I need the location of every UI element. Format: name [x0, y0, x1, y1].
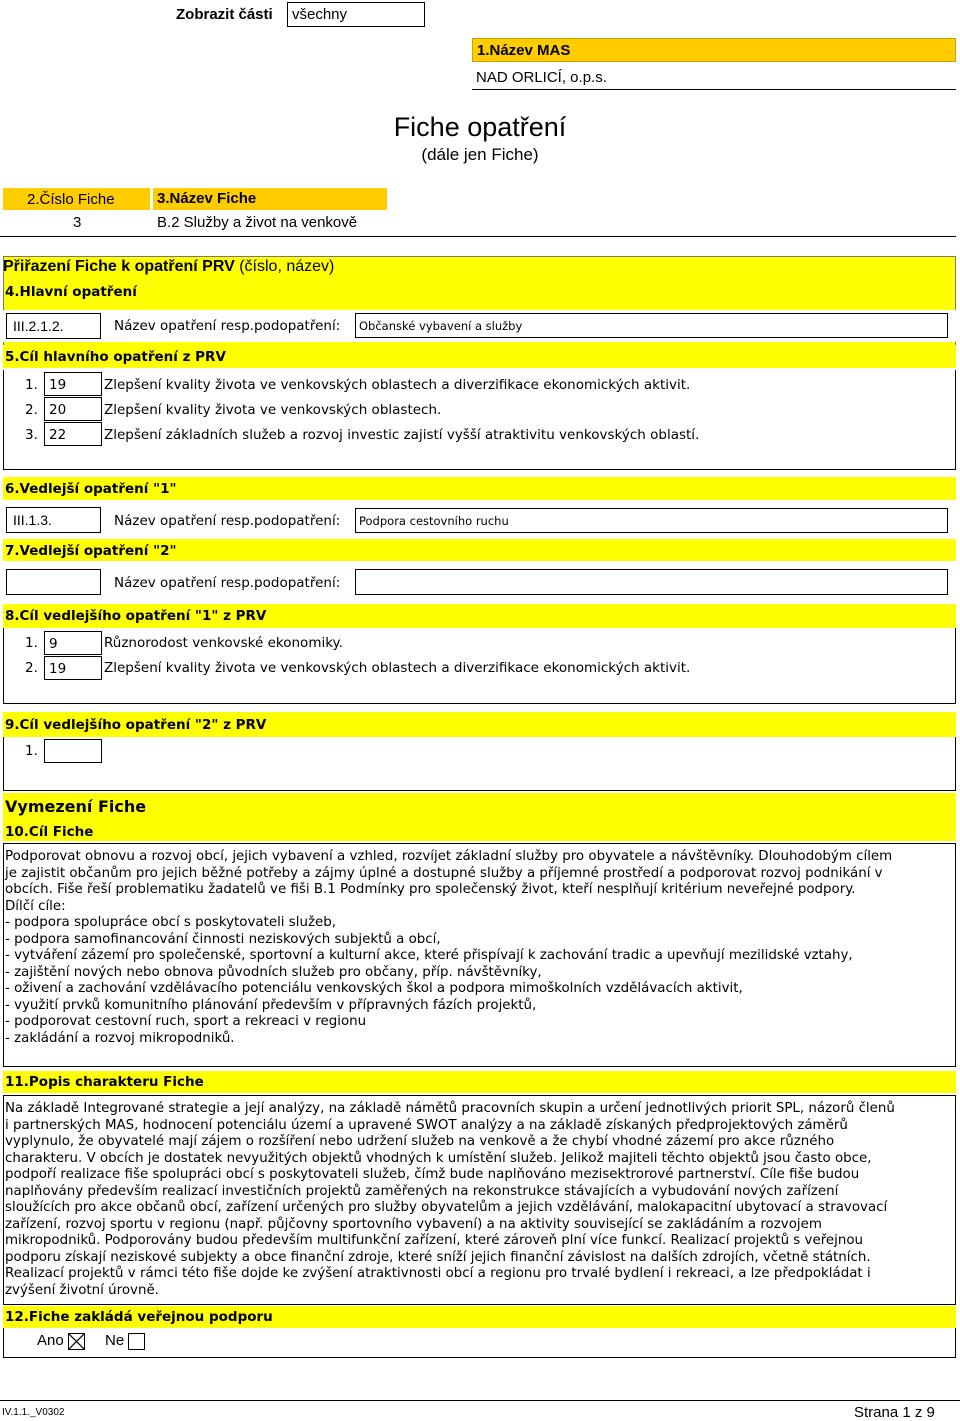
character-line: charakteru. V obcích je dostatek nevyužitých objektů vhodných k umístění služeb. Jelikož majiteli těchto objektů jsou často obce, [5, 1150, 872, 1166]
main-goal-text-2: Zlepšení kvality života ve venkovských oblastech. [104, 402, 442, 418]
fiche-name-header: 3.Název Fiche [153, 188, 387, 210]
side1-code: III.1.3. [6, 507, 101, 533]
main-goal-idx-1: 1. [25, 377, 38, 393]
side2-header: 7.Vedlejší opatření "2" [5, 543, 177, 559]
main-goal-idx-2: 2. [25, 402, 38, 418]
main-measure-name-value: Občanské vybavení a služby [355, 313, 948, 338]
side2-goal-header: 9.Cíl vedlejšího opatření "2" z PRV [5, 717, 267, 733]
character-line: zařízení, rozvoj sportu v regionu (např. půjčovny sportovního vybavení) a na aktivity související se zakládáním a rozvojem [5, 1216, 822, 1232]
main-measure-code: III.2.1.2. [6, 313, 101, 339]
character-line: zvýšení životní úrovně. [5, 1282, 159, 1298]
goal-line: je zajistit občanům pro jejich běžné potřeby a zájmy úplné a dostupné služby a příjemné prostředí a podporovat rozvoj podnikání v [5, 865, 883, 881]
main-goal-num-3: 22 [44, 422, 102, 446]
fiche-number: 3 [73, 214, 82, 231]
character-line: Realizací projektů v rámci této fiše dojde ke zvýšení atraktivnosti obcí a regionu pro trvalé bydlení i rekreaci, a lze předpokládat i [5, 1266, 871, 1281]
no-label: Ne [105, 1332, 125, 1349]
yes-label: Ano [37, 1332, 64, 1349]
public-support-header: 12.Fiche zakládá veřejnou podporu [5, 1309, 273, 1325]
goal-line: obcích. Fiše řeší problematiku žadatelů ve fiši B.1 Podmínky pro společenský život, kteří nesplňují kritérium neveřejné podpory. [5, 882, 856, 897]
goal-line: - oživení a zachování vzdělávacího potenciálu venkovských škol a podpora mimoškolních vzdělávacích aktivit, [5, 981, 743, 996]
side1-name-label: Název opatření resp.podopatření: [114, 513, 341, 529]
main-measure-name-label: Název opatření resp.podopatření: [114, 318, 341, 334]
mas-name: NAD ORLICÍ, o.p.s. [472, 64, 956, 90]
fiche-divider [0, 236, 956, 237]
side1-goal-text-1: Různorodost venkovské ekonomiky. [104, 635, 343, 651]
mas-header: 1.Název MAS [472, 38, 956, 62]
character-line: podpoří realizace fiše spolupráci obcí s poskytovateli služeb, čímž bude naplňováno mezisektrorové partnerství. Cíle fiše budou [5, 1167, 860, 1182]
character-line: Na základě Integrované strategie a její analýzy, na základě námětů pracovních skupin a určení jednotlivých priorit SPL, názorů členů [5, 1101, 895, 1116]
goal-line: - zajištění nových nebo obnova původních služeb pro občany, příp. návštěvníky, [5, 964, 542, 980]
fiche-name: B.2 Služby a život na venkově [157, 214, 358, 231]
main-goal-num-1: 19 [44, 372, 102, 396]
page-subtitle: (dále jen Fiche) [421, 145, 539, 164]
goal-line: - podporovat cestovní ruch, sport a rekreaci v regionu [5, 1014, 367, 1029]
side1-goal-num-1: 9 [44, 631, 102, 655]
goal-line: - podpora samofinancování činnosti neziskových subjektů a obcí, [5, 931, 441, 947]
character-line: naplňovány především realizací investičních projektů zaměřených na rekonstrukce stávajících a vybudování nových zařízení [5, 1183, 839, 1199]
character-line: i partnerských MAS, hodnocení potenciálu území a upravené SWOT analýzy a na základě získaných předprojektových záměrů [5, 1117, 848, 1133]
side1-goal-idx-1: 1. [25, 635, 38, 651]
page-title: Fiche opatření [393, 112, 567, 142]
main-goal-num-2: 20 [44, 397, 102, 421]
assignment-title-normal: (číslo, název) [234, 258, 335, 275]
side2-goal-rows [3, 737, 956, 791]
side1-header: 6.Vedlejší opatření "1" [5, 481, 177, 497]
character-line: sloužících pro akce občanů obcí, zařízení určených pro služby obyvatelům a jejich vzdělávání, malokapacitní ubytovací a stravovací [5, 1200, 888, 1215]
main-goal-text-1: Zlepšení kvality života ve venkovských oblastech a diverzifikace ekonomických aktivit. [104, 377, 691, 393]
main-goal-text-3: Zlepšení základních služeb a rozvoj investic zajistí vyšší atraktivitu venkovských oblastí. [104, 427, 700, 443]
main-goal-header: 5.Cíl hlavního opatření z PRV [5, 349, 226, 365]
character-line: vyplynulo, že obyvatelé mají zájem o rozšíření nebo udržení služeb na venkově a že chybí vhodné zázemí pro akce různého [5, 1134, 835, 1149]
main-goal-idx-3: 3. [25, 427, 38, 443]
side1-goal-text-2: Zlepšení kvality života ve venkovských oblastech a diverzifikace ekonomických aktivit. [104, 660, 691, 676]
yes-checkbox[interactable] [68, 1333, 85, 1350]
side1-goal-num-2: 19 [44, 656, 102, 680]
goal-line: - vytváření zázemí pro společenské, sportovní a kulturní akce, které přispívají k zachování tradic a upevňují mezilidské vztahy, [5, 948, 853, 963]
goal-header: 10.Cíl Fiche [5, 824, 94, 840]
side2-goal-num-1 [44, 739, 102, 763]
character-line: podporu získají neziskové subjekty a obce finanční zdroje, které sníží jejich finanční závislost na dalších zdrojích, včetně státních. [5, 1249, 871, 1265]
filter-select[interactable]: všechny [287, 2, 425, 27]
character-header: 11.Popis charakteru Fiche [5, 1074, 204, 1090]
side2-goal-idx-1: 1. [25, 743, 38, 759]
fiche-number-header: 2.Číslo Fiche [3, 188, 150, 210]
side1-goal-header: 8.Cíl vedlejšího opatření "1" z PRV [5, 608, 267, 624]
side2-code [6, 569, 101, 595]
footer-page: Strana 1 z 9 [854, 1404, 935, 1421]
checkmark-x-icon [69, 1334, 84, 1349]
goal-line: Dílčí cíle: [5, 898, 66, 914]
goal-text [5, 849, 892, 1047]
goal-line: - podpora spolupráce obcí s poskytovateli služeb, [5, 915, 336, 930]
main-measure-header: 4.Hlavní opatření [5, 284, 137, 300]
goal-line: - zakládání a rozvoj mikropodniků. [5, 1030, 235, 1046]
side1-name-value: Podpora cestovního ruchu [355, 508, 948, 533]
public-support-row [3, 1328, 956, 1358]
assignment-title [3, 258, 334, 276]
footer-divider [0, 1400, 960, 1401]
side2-name-label: Název opatření resp.podopatření: [114, 575, 341, 591]
filter-label: Zobrazit části [176, 6, 273, 23]
side2-name-value [355, 569, 948, 595]
character-text [5, 1101, 895, 1299]
goal-line: - využití prvků komunitního plánování především v přípravných fázích projektů, [5, 997, 537, 1013]
no-checkbox[interactable] [128, 1333, 145, 1350]
scope-title: Vymezení Fiche [5, 797, 147, 816]
footer-code: IV.1.1._V0302 [2, 1407, 65, 1418]
character-line: mikropodniků. Podporovány budou především multifunkční zařízení, které zároveň plní více funkcí. Realizací projektů s veřejnou [5, 1233, 864, 1248]
assignment-title-bold: Přiřazení Fiche k opatření PRV [3, 258, 235, 275]
side1-goal-idx-2: 2. [25, 660, 38, 676]
goal-line: Podporovat obnovu a rozvoj obcí, jejich vybavení a vzhled, rozvíjet základní služby pro obyvatele a návštěvníky. Dlouhodobým cílem [5, 849, 893, 864]
